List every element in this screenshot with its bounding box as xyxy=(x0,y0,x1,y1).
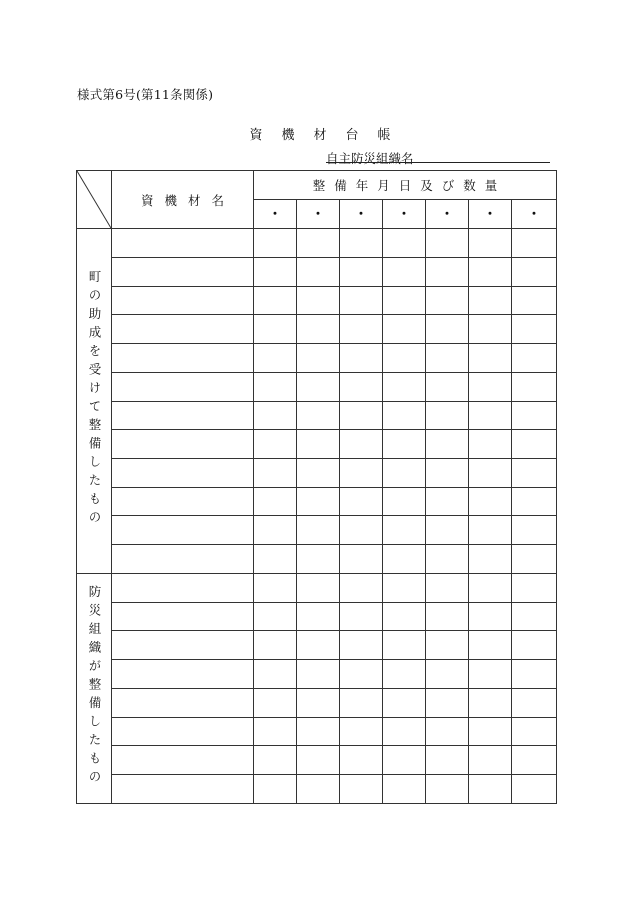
date-qty-cell[interactable] xyxy=(512,315,557,344)
date-qty-cell[interactable] xyxy=(340,430,383,459)
date-qty-cell[interactable] xyxy=(254,573,297,602)
date-qty-cell[interactable] xyxy=(340,573,383,602)
date-qty-cell[interactable] xyxy=(469,257,512,286)
table-row xyxy=(77,286,557,315)
header-diagonal-cell xyxy=(77,171,112,229)
date-qty-cell[interactable] xyxy=(383,286,426,315)
material-name-cell[interactable] xyxy=(112,516,254,545)
table-row xyxy=(77,688,557,717)
table-row xyxy=(77,401,557,430)
material-name-cell[interactable] xyxy=(112,688,254,717)
material-name-cell[interactable] xyxy=(112,545,254,574)
date-qty-cell[interactable] xyxy=(340,688,383,717)
date-qty-cell[interactable] xyxy=(512,344,557,373)
date-qty-cell[interactable] xyxy=(512,401,557,430)
date-qty-cell[interactable] xyxy=(340,257,383,286)
date-qty-cell[interactable] xyxy=(254,660,297,689)
date-qty-cell[interactable] xyxy=(512,573,557,602)
form-number: 様式第6号(第11条関係) xyxy=(77,87,214,102)
date-qty-cell[interactable] xyxy=(383,602,426,631)
material-name-cell[interactable] xyxy=(112,660,254,689)
date-qty-cell[interactable] xyxy=(426,430,469,459)
table-row xyxy=(77,775,557,804)
date-qty-cell[interactable] xyxy=(383,573,426,602)
date-separator-cell: ・ xyxy=(469,200,512,229)
date-qty-cell[interactable] xyxy=(340,229,383,258)
date-qty-cell[interactable] xyxy=(297,775,340,804)
date-qty-cell[interactable] xyxy=(469,775,512,804)
date-qty-cell[interactable] xyxy=(512,545,557,574)
table-row xyxy=(77,631,557,660)
material-name-cell[interactable] xyxy=(112,229,254,258)
date-qty-cell[interactable] xyxy=(426,286,469,315)
table-row xyxy=(77,372,557,401)
date-qty-cell[interactable] xyxy=(383,631,426,660)
material-name-cell[interactable] xyxy=(112,487,254,516)
date-qty-cell[interactable] xyxy=(512,516,557,545)
date-qty-cell[interactable] xyxy=(254,315,297,344)
date-qty-cell[interactable] xyxy=(469,286,512,315)
date-qty-cell[interactable] xyxy=(254,545,297,574)
org-name-label: 自主防災組織名 xyxy=(326,151,414,166)
equipment-ledger-table xyxy=(76,170,557,804)
material-name-cell[interactable] xyxy=(112,602,254,631)
date-qty-cell[interactable] xyxy=(254,516,297,545)
date-qty-cell[interactable] xyxy=(512,775,557,804)
date-qty-cell[interactable] xyxy=(512,688,557,717)
date-qty-cell[interactable] xyxy=(426,660,469,689)
date-qty-cell[interactable] xyxy=(254,717,297,746)
date-separator-cell: ・ xyxy=(426,200,469,229)
date-qty-cell[interactable] xyxy=(512,631,557,660)
material-name-cell[interactable] xyxy=(112,372,254,401)
table-row xyxy=(77,458,557,487)
date-qty-cell[interactable] xyxy=(254,344,297,373)
date-qty-cell[interactable] xyxy=(469,315,512,344)
date-qty-cell[interactable] xyxy=(383,344,426,373)
material-name-cell[interactable] xyxy=(112,746,254,775)
material-name-cell[interactable] xyxy=(112,573,254,602)
date-qty-cell[interactable] xyxy=(383,688,426,717)
date-qty-cell[interactable] xyxy=(469,516,512,545)
date-separator-cell: ・ xyxy=(383,200,426,229)
header-material-name xyxy=(112,171,254,229)
date-separator-cell: ・ xyxy=(340,200,383,229)
date-qty-cell[interactable] xyxy=(340,315,383,344)
date-qty-cell[interactable] xyxy=(426,602,469,631)
document-title: 資機材台帳 xyxy=(249,128,410,143)
section-label-cell-2 xyxy=(77,573,112,803)
table-row xyxy=(77,315,557,344)
date-qty-cell[interactable] xyxy=(426,487,469,516)
table-row xyxy=(77,717,557,746)
date-qty-cell[interactable] xyxy=(426,458,469,487)
date-qty-cell[interactable] xyxy=(297,631,340,660)
date-qty-cell[interactable] xyxy=(383,315,426,344)
date-qty-cell[interactable] xyxy=(426,688,469,717)
date-qty-cell[interactable] xyxy=(426,717,469,746)
date-qty-cell[interactable] xyxy=(254,430,297,459)
date-qty-cell[interactable] xyxy=(512,458,557,487)
date-qty-cell[interactable] xyxy=(469,458,512,487)
date-qty-cell[interactable] xyxy=(469,372,512,401)
material-name-cell[interactable] xyxy=(112,717,254,746)
date-separator-cell: ・ xyxy=(254,200,297,229)
table-row xyxy=(77,516,557,545)
date-qty-cell[interactable] xyxy=(383,458,426,487)
date-qty-cell[interactable] xyxy=(469,631,512,660)
date-qty-cell[interactable] xyxy=(340,286,383,315)
date-qty-cell[interactable] xyxy=(426,631,469,660)
material-name-cell[interactable] xyxy=(112,401,254,430)
date-qty-cell[interactable] xyxy=(426,372,469,401)
date-qty-cell[interactable] xyxy=(297,401,340,430)
date-qty-cell[interactable] xyxy=(340,458,383,487)
date-qty-cell[interactable] xyxy=(426,516,469,545)
date-qty-cell[interactable] xyxy=(512,430,557,459)
date-qty-cell[interactable] xyxy=(383,430,426,459)
date-qty-cell[interactable] xyxy=(297,286,340,315)
date-qty-cell[interactable] xyxy=(340,717,383,746)
date-qty-cell[interactable] xyxy=(340,775,383,804)
header-material-name-text: 資機材名 xyxy=(140,192,235,208)
date-qty-cell[interactable] xyxy=(469,344,512,373)
date-qty-cell[interactable] xyxy=(254,458,297,487)
date-qty-cell[interactable] xyxy=(297,602,340,631)
date-qty-cell[interactable] xyxy=(297,516,340,545)
date-qty-cell[interactable] xyxy=(254,775,297,804)
date-qty-cell[interactable] xyxy=(383,660,426,689)
date-qty-cell[interactable] xyxy=(469,401,512,430)
date-qty-cell[interactable] xyxy=(469,573,512,602)
table-row xyxy=(77,229,557,258)
date-qty-cell[interactable] xyxy=(254,631,297,660)
date-qty-cell[interactable] xyxy=(426,401,469,430)
material-name-cell[interactable] xyxy=(112,257,254,286)
date-qty-cell[interactable] xyxy=(297,257,340,286)
diagonal-line xyxy=(77,171,111,228)
date-qty-cell[interactable] xyxy=(426,573,469,602)
date-qty-cell[interactable] xyxy=(512,487,557,516)
date-qty-cell[interactable] xyxy=(340,487,383,516)
date-qty-cell[interactable] xyxy=(297,717,340,746)
header-date-qty xyxy=(254,171,557,200)
date-qty-cell[interactable] xyxy=(383,487,426,516)
date-qty-cell[interactable] xyxy=(254,487,297,516)
date-qty-cell[interactable] xyxy=(512,602,557,631)
date-qty-cell[interactable] xyxy=(340,401,383,430)
org-name-field[interactable] xyxy=(326,162,550,163)
material-name-cell[interactable] xyxy=(112,286,254,315)
date-qty-cell[interactable] xyxy=(383,545,426,574)
date-separator-cell: ・ xyxy=(297,200,340,229)
date-qty-cell[interactable] xyxy=(383,229,426,258)
date-qty-cell[interactable] xyxy=(254,602,297,631)
date-qty-cell[interactable] xyxy=(426,257,469,286)
date-qty-cell[interactable] xyxy=(512,372,557,401)
date-qty-cell[interactable] xyxy=(254,372,297,401)
table-row xyxy=(77,660,557,689)
date-qty-cell[interactable] xyxy=(340,660,383,689)
table-row xyxy=(77,487,557,516)
date-qty-cell[interactable] xyxy=(469,717,512,746)
section-label: 防災組織が整備したもの xyxy=(87,584,102,789)
date-qty-cell[interactable] xyxy=(297,372,340,401)
date-qty-cell[interactable] xyxy=(426,315,469,344)
date-qty-cell[interactable] xyxy=(340,545,383,574)
date-qty-cell[interactable] xyxy=(426,229,469,258)
date-qty-cell[interactable] xyxy=(340,344,383,373)
material-name-cell[interactable] xyxy=(112,344,254,373)
date-qty-cell[interactable] xyxy=(469,688,512,717)
date-qty-cell[interactable] xyxy=(512,717,557,746)
date-qty-cell[interactable] xyxy=(426,775,469,804)
date-qty-cell[interactable] xyxy=(297,344,340,373)
material-name-cell[interactable] xyxy=(112,458,254,487)
date-qty-cell[interactable] xyxy=(254,229,297,258)
date-qty-cell[interactable] xyxy=(254,286,297,315)
date-qty-cell[interactable] xyxy=(469,229,512,258)
table-row xyxy=(77,602,557,631)
date-qty-cell[interactable] xyxy=(469,746,512,775)
date-qty-cell[interactable] xyxy=(340,631,383,660)
date-qty-cell[interactable] xyxy=(297,458,340,487)
date-qty-cell[interactable] xyxy=(297,487,340,516)
date-qty-cell[interactable] xyxy=(383,372,426,401)
date-qty-cell[interactable] xyxy=(297,746,340,775)
date-qty-cell[interactable] xyxy=(512,746,557,775)
date-qty-cell[interactable] xyxy=(426,344,469,373)
date-qty-cell[interactable] xyxy=(469,430,512,459)
date-qty-cell[interactable] xyxy=(383,401,426,430)
material-name-cell[interactable] xyxy=(112,631,254,660)
date-qty-cell[interactable] xyxy=(512,257,557,286)
material-name-cell[interactable] xyxy=(112,775,254,804)
ledger-body xyxy=(77,171,557,804)
date-qty-cell[interactable] xyxy=(297,229,340,258)
table-row xyxy=(77,746,557,775)
date-qty-cell[interactable] xyxy=(254,257,297,286)
date-qty-cell[interactable] xyxy=(426,746,469,775)
date-qty-cell[interactable] xyxy=(340,602,383,631)
date-qty-cell[interactable] xyxy=(254,401,297,430)
date-qty-cell[interactable] xyxy=(512,229,557,258)
date-qty-cell[interactable] xyxy=(254,688,297,717)
date-qty-cell[interactable] xyxy=(297,688,340,717)
date-qty-cell[interactable] xyxy=(469,602,512,631)
material-name-cell[interactable] xyxy=(112,315,254,344)
date-qty-cell[interactable] xyxy=(469,487,512,516)
date-qty-cell[interactable] xyxy=(512,286,557,315)
section-label: 町の助成を受けて整備したもの xyxy=(87,269,102,529)
material-name-cell[interactable] xyxy=(112,430,254,459)
date-qty-cell[interactable] xyxy=(297,430,340,459)
date-qty-cell[interactable] xyxy=(340,746,383,775)
date-qty-cell[interactable] xyxy=(383,257,426,286)
table-row xyxy=(77,545,557,574)
date-qty-cell[interactable] xyxy=(254,746,297,775)
date-qty-cell[interactable] xyxy=(383,717,426,746)
date-qty-cell[interactable] xyxy=(297,545,340,574)
header-date-qty-text: 整備年月日及び数量 xyxy=(312,178,507,194)
date-separator-cell: ・ xyxy=(512,200,557,229)
table-row xyxy=(77,257,557,286)
date-qty-cell[interactable] xyxy=(340,516,383,545)
table-row xyxy=(77,430,557,459)
date-qty-cell[interactable] xyxy=(383,746,426,775)
date-qty-cell[interactable] xyxy=(383,775,426,804)
date-qty-cell[interactable] xyxy=(426,545,469,574)
table-row xyxy=(77,573,557,602)
date-qty-cell[interactable] xyxy=(297,315,340,344)
date-qty-cell[interactable] xyxy=(297,573,340,602)
date-qty-cell[interactable] xyxy=(469,545,512,574)
date-qty-cell[interactable] xyxy=(340,372,383,401)
date-qty-cell[interactable] xyxy=(383,516,426,545)
section-label-cell-1 xyxy=(77,229,112,574)
table-row xyxy=(77,344,557,373)
date-qty-cell[interactable] xyxy=(469,660,512,689)
date-qty-cell[interactable] xyxy=(297,660,340,689)
date-qty-cell[interactable] xyxy=(512,660,557,689)
header-row-1 xyxy=(77,171,557,200)
